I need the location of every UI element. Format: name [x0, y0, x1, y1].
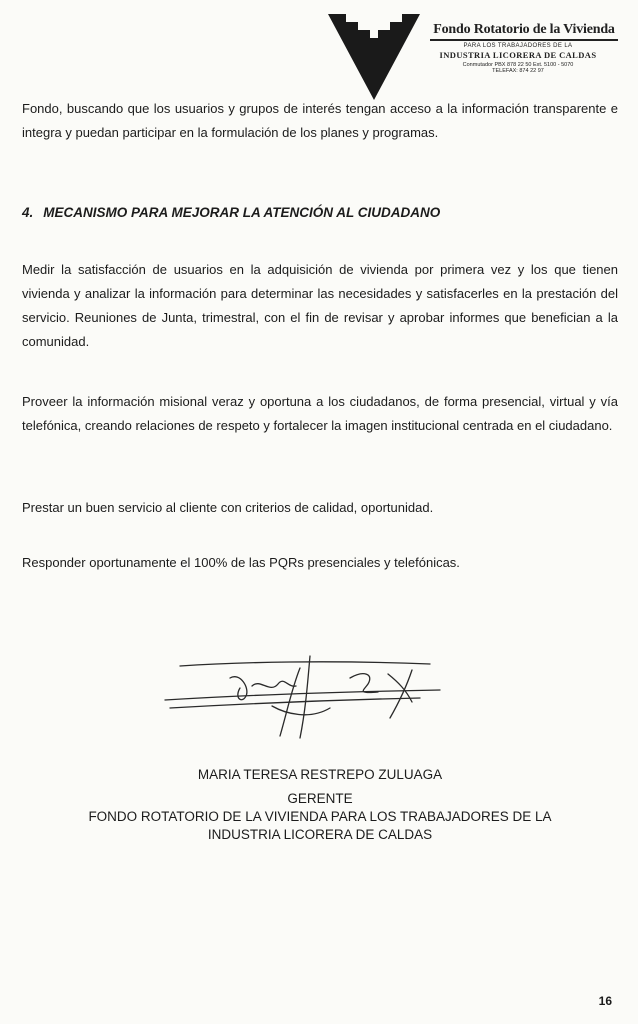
letterhead-subtitle: PARA LOS TRABAJADORES DE LA [463, 43, 573, 49]
letterhead [418, 22, 618, 74]
letterhead-name: Fondo Rotatorio de la Vivienda [430, 22, 618, 41]
page-number: 16 [598, 994, 612, 1008]
section-number: 4. [22, 205, 34, 220]
section-heading [22, 205, 618, 220]
letterhead-phone: Conmutador PBX 878 22 50 Ext. 5100 - 5070 [462, 62, 574, 68]
section-title: MECANISMO PARA MEJORAR LA ATENCIÓN AL CIUDADANO [43, 205, 441, 220]
handwritten-signature [160, 648, 450, 740]
stepped-v-logo-icon [328, 14, 420, 100]
signatory-title: GERENTE [287, 791, 353, 806]
intro-paragraph: Fondo, buscando que los usuarios y grupos de interés tengan acceso a la información transparente e integra y puedan participar en la formulación de los planes y programas. [22, 101, 618, 140]
letterhead-fax: TELEFAX: 874 22 97 [492, 68, 544, 74]
letterhead-company: INDUSTRIA LICORERA DE CALDAS [439, 50, 597, 60]
signatory-organization-line-2: INDUSTRIA LICORERA DE CALDAS [207, 827, 433, 842]
signatory-name: MARIA TERESA RESTREPO ZULUAGA [197, 767, 443, 782]
paragraph-respond-pqrs: Responder oportunamente el 100% de las PQRs presenciales y telefónicas. [22, 555, 460, 570]
paragraph-good-service: Prestar un buen servicio al cliente con criterios de calidad, oportunidad. [22, 500, 434, 515]
paragraph-measure-satisfaction: Medir la satisfacción de usuarios en la adquisición de vivienda por primera vez y los que tienen vivienda y analizar la información para determinar las necesidades y satisfacerles en la prestación del servicio. Reuniones de Junta, trimestral, con el fin de revisar y aprobar informes que benefician a la comunidad. [22, 262, 618, 349]
signatory-organization-line-1: FONDO ROTATORIO DE LA VIVIENDA PARA LOS TRABAJADORES DE LA [88, 809, 552, 824]
paragraph-provide-information: Proveer la información misional veraz y oportuna a los ciudadanos, de forma presencial, virtual y vía telefónica, creando relaciones de respeto y fortalecer la imagen institucional centrada en el ciudadano. [22, 394, 618, 433]
